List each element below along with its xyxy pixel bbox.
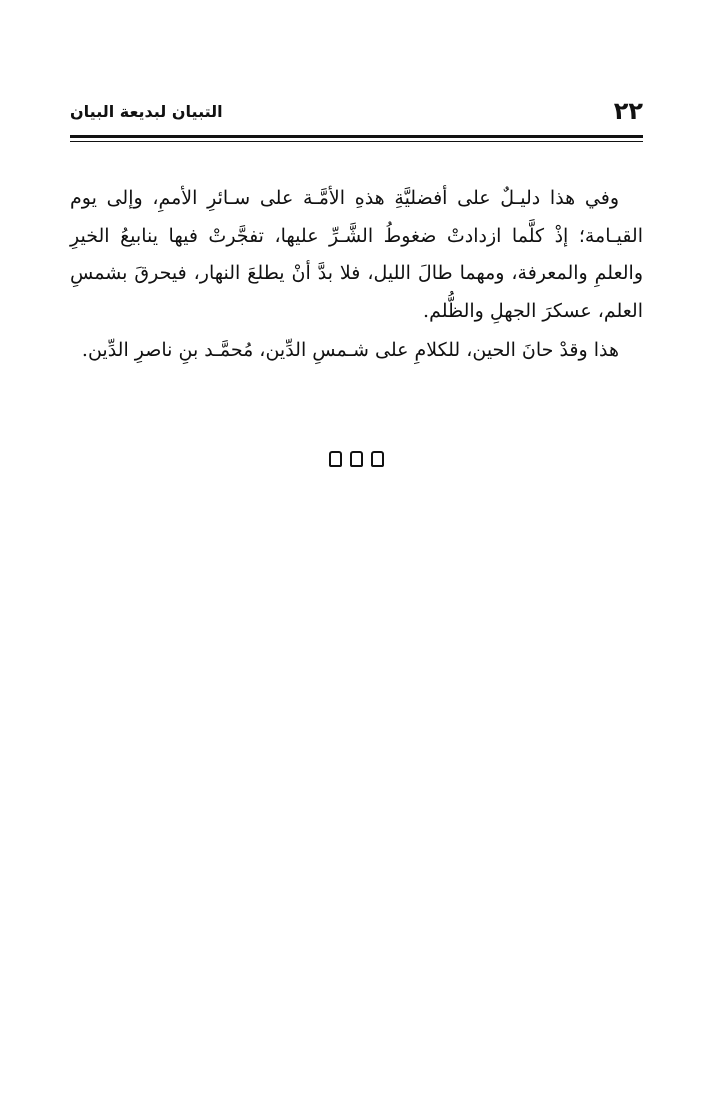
ornament-square-icon: [371, 451, 384, 467]
ornament-square-icon: [329, 451, 342, 467]
body-text: [70, 180, 643, 370]
header-rule-thin: [70, 141, 643, 142]
header-rule-thick: [70, 135, 643, 138]
paragraph: وفي هذا دليـلٌ على أفضليَّةِ هذهِ الأمَّـة على سـائرِ الأممِ، وإلى يوم القيـامة؛ إذْ كلَّما ازدادتْ ضغوطُ الشَّـرِّ عليها، تفجَّرتْ فيها ينابيعُ الخيرِ والعلمِ والمعرفة، ومهما طالَ الليل، فلا بدَّ أنْ يطلعَ النهار، فيحرقَ بشمسِ العلم، عسكرَ الجهلِ والظُّلم.: [70, 187, 643, 322]
page-number: ٢٢: [613, 97, 643, 125]
ornament-square-icon: [350, 451, 363, 467]
page-header: [70, 96, 643, 132]
section-end-ornament: [0, 451, 713, 467]
paragraph: هذا وقدْ حانَ الحين، للكلامِ على شـمسِ الدِّين، مُحمَّـد بنِ ناصرِ الدِّين.: [81, 339, 619, 361]
running-title: التبيان لبديعة البيان: [70, 102, 223, 121]
